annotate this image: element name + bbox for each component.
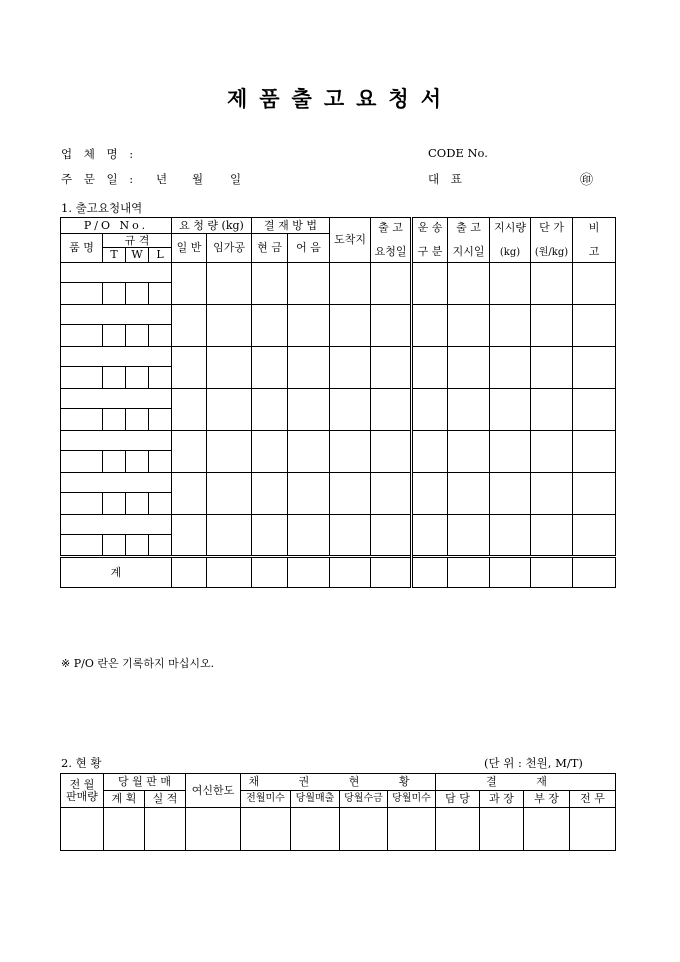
bill-header: 어 음 xyxy=(288,234,330,263)
year-label: 년 xyxy=(156,172,168,186)
spec-w-header: W xyxy=(126,248,149,263)
remarks-header: 비 고 xyxy=(573,218,616,263)
item-cell[interactable] xyxy=(61,493,103,515)
consignment-header: 임가공 xyxy=(207,234,252,263)
po-number-header: P/O No. xyxy=(61,218,172,234)
item-name-header: 품 명 xyxy=(61,234,103,263)
month-unpaid-header: 당월미수 xyxy=(388,791,436,808)
section1-title: 1. 출고요청내역 xyxy=(61,201,143,215)
item-cell[interactable] xyxy=(61,451,103,473)
instruct-date-header: 출 고 지시일 xyxy=(448,218,490,263)
po-cell[interactable] xyxy=(61,263,172,283)
plan-header: 계 획 xyxy=(104,791,145,808)
item-cell[interactable] xyxy=(61,283,103,305)
document-title: 제품출고요청서 xyxy=(226,86,453,111)
section-chief-header: 과 장 xyxy=(480,791,524,808)
order-date-label: 주 문 일 : xyxy=(61,172,138,186)
cash-header: 현 금 xyxy=(252,234,288,263)
spec-t-header: T xyxy=(103,248,126,263)
po-cell[interactable] xyxy=(61,347,172,367)
unit-price-header: 단 가 (원/kg) xyxy=(531,218,573,263)
dept-head-header: 부 장 xyxy=(524,791,570,808)
po-cell[interactable] xyxy=(61,305,172,325)
receivables-header: 채 권 현 황 xyxy=(241,774,436,791)
actual-header: 실 적 xyxy=(145,791,186,808)
code-label: CODE No. xyxy=(428,146,488,160)
instruct-qty-header: 지시량 (kg) xyxy=(490,218,531,263)
spec-header: 규 격 xyxy=(103,234,172,248)
item-cell[interactable] xyxy=(61,409,103,431)
po-cell[interactable] xyxy=(61,515,172,535)
request-date-header: 출 고 요청일 xyxy=(371,218,412,263)
po-cell[interactable] xyxy=(61,473,172,493)
month-collected-header: 당월수금 xyxy=(340,791,388,808)
po-cell[interactable] xyxy=(61,431,172,451)
representative-label: 대 표 xyxy=(428,172,466,186)
company-label: 업 체 명 : xyxy=(61,147,138,161)
section2-title: 2. 현 황 xyxy=(61,756,102,770)
item-cell[interactable] xyxy=(61,367,103,389)
general-header: 일 반 xyxy=(172,234,207,263)
request-qty-header: 요 청 량 (kg) xyxy=(172,218,252,234)
status-table xyxy=(60,773,616,851)
prev-unpaid-header: 전월미수 xyxy=(241,791,291,808)
destination-header: 도착지 xyxy=(330,218,371,263)
seal-mark: ㊞ xyxy=(580,173,594,188)
staff-header: 담 당 xyxy=(436,791,480,808)
item-cell[interactable] xyxy=(61,325,103,347)
day-label: 일 xyxy=(230,172,242,186)
approval-header: 결 재 xyxy=(436,774,616,791)
po-cell[interactable] xyxy=(61,389,172,409)
unit-label: (단 위 : 천원, M/T) xyxy=(484,756,583,770)
spec-l-header: L xyxy=(149,248,172,263)
month-sales-amount-header: 당월매출 xyxy=(291,791,340,808)
transport-type-header: 운 송 구 분 xyxy=(412,218,448,263)
credit-limit-header: 여신한도 xyxy=(186,774,241,808)
month-label: 월 xyxy=(192,172,204,186)
director-header: 전 무 xyxy=(570,791,616,808)
po-note: ※ P/O 란은 기록하지 마십시오. xyxy=(61,657,215,670)
request-table xyxy=(60,217,616,588)
month-sales-header: 당 월 판 매 xyxy=(104,774,186,791)
item-cell[interactable] xyxy=(61,535,103,557)
payment-method-header: 결 재 방 법 xyxy=(252,218,330,234)
prev-month-sales-header: 전 월 판매량 xyxy=(61,774,104,808)
total-label: 계 xyxy=(61,557,172,588)
